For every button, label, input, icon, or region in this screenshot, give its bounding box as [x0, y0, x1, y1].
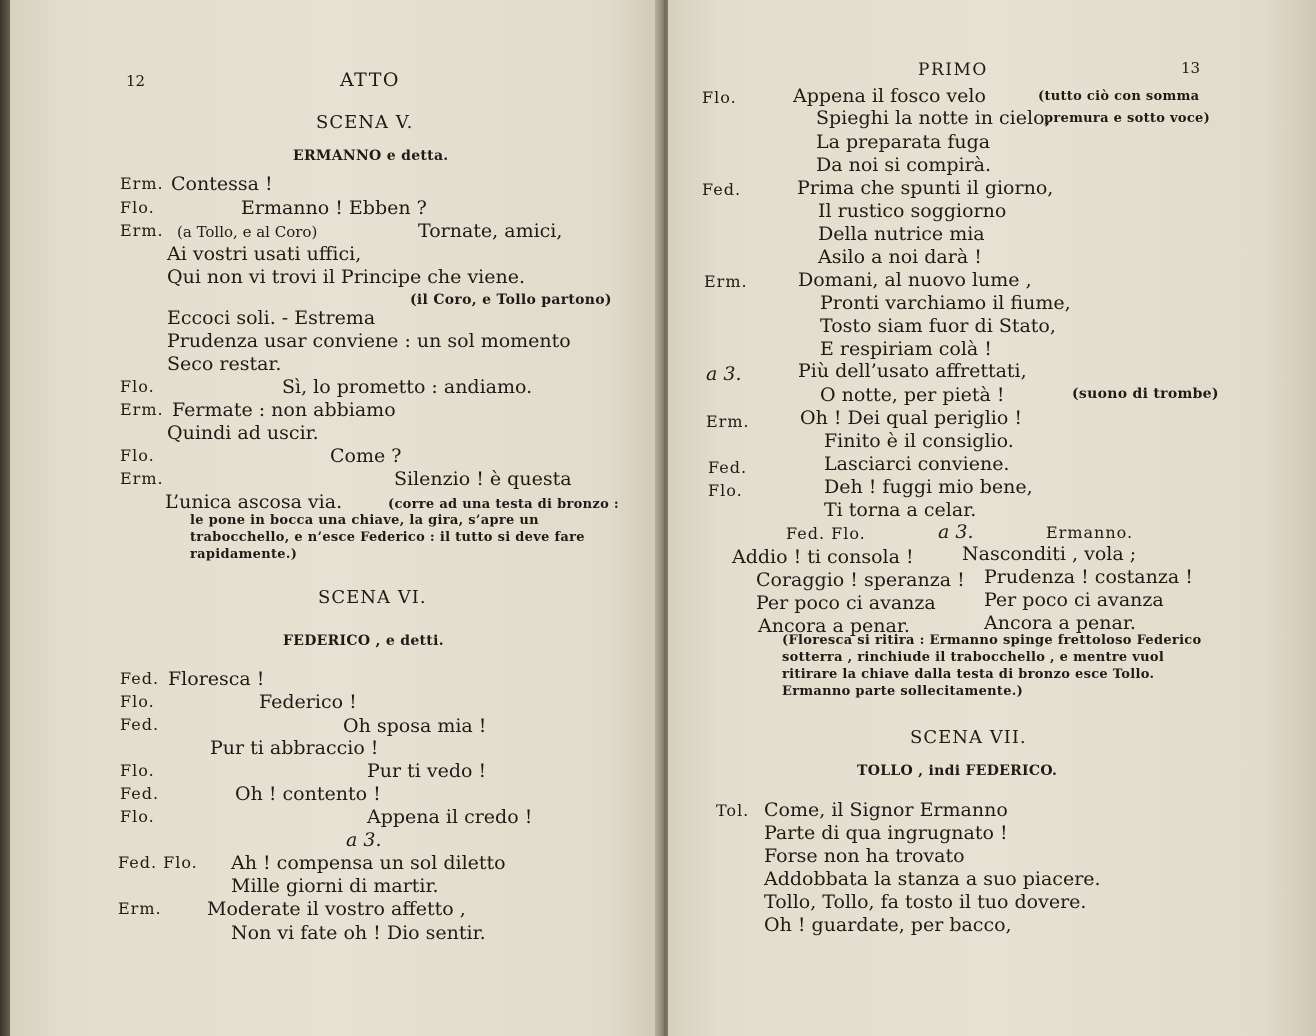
verse-line: Oh sposa mia ! — [343, 715, 487, 737]
speaker: Tol. — [716, 801, 750, 820]
verse-line: Ancora a penar. — [758, 615, 910, 637]
stage-direction: premura e sotto voce) — [1044, 111, 1211, 126]
verse-line: Non vi fate oh ! Dio sentir. — [231, 922, 486, 944]
scene-characters: FEDERICO , e detti. — [283, 633, 444, 649]
speaker: Erm. — [706, 412, 750, 431]
verse-line: La preparata fuga — [816, 131, 991, 153]
scene-title: SCENA V. — [316, 112, 414, 133]
verse-line: Spieghi la notte in cielo, — [816, 107, 1051, 129]
verse-line: Da noi si compirà. — [816, 154, 992, 176]
verse-line: Ah ! compensa un sol diletto — [231, 852, 506, 874]
verse-line: Eccoci soli. - Estrema — [167, 307, 376, 329]
verse-line: Il rustico soggiorno — [818, 200, 1007, 222]
verse-line: Appena il credo ! — [367, 806, 533, 828]
verse-line: Fermate : non abbiamo — [172, 399, 396, 421]
speaker: Flo. — [120, 446, 155, 465]
verse-line: Qui non vi trovi il Principe che viene. — [167, 266, 526, 288]
speaker: Flo. — [120, 692, 155, 711]
verse-line: Tornate, amici, — [418, 220, 563, 242]
scene-title: SCENA VII. — [910, 727, 1027, 748]
verse-line: O notte, per pietà ! — [820, 384, 1005, 406]
stage-direction: (suono di trombe) — [1072, 386, 1219, 402]
verse-line: Nasconditi , vola ; — [962, 543, 1137, 565]
verse-line: Mille giorni di martir. — [231, 875, 439, 897]
verse-line: Prudenza usar conviene : un sol momento — [167, 330, 571, 352]
verse-line: Domani, al nuovo lume , — [798, 269, 1032, 291]
verse-line: Federico ! — [259, 691, 357, 713]
column-head: a 3. — [938, 521, 974, 543]
verse-line: Floresca ! — [168, 668, 265, 690]
verse-line: Ermanno ! Ebben ? — [241, 197, 427, 219]
verse-line: Come, il Signor Ermanno — [764, 799, 1008, 821]
verse-line: Forse non ha trovato — [764, 845, 965, 867]
right-page — [668, 0, 1316, 1036]
verse-line: a 3. — [346, 829, 382, 851]
speaker: Fed. Flo. — [118, 853, 198, 872]
stage-direction: (tutto ciò con somma — [1038, 89, 1200, 104]
running-head: PRIMO — [918, 60, 988, 80]
verse-line: Ai vostri usati uffici, — [167, 243, 362, 265]
verse-line: Prudenza ! costanza ! — [984, 566, 1193, 588]
verse-line: Oh ! Dei qual periglio ! — [800, 407, 1022, 429]
verse-line: Asilo a noi darà ! — [818, 246, 982, 268]
verse-line: Sì, lo prometto : andiamo. — [282, 376, 533, 398]
column-head: Fed. Flo. — [786, 524, 866, 543]
scene-characters: TOLLO , indi FEDERICO. — [857, 763, 1058, 779]
scene-title: SCENA VI. — [318, 587, 427, 608]
stage-direction: (Floresca si ritira : Ermanno spinge frettoloso Federico sotterra , rinchiude il trabocchello , e mentre vuol ritirare la chiave dalla testa di bronzo esce Tollo. Ermanno parte sollecitamente.) — [782, 633, 1202, 699]
verse-line: Quindi ad uscir. — [167, 422, 319, 444]
speaker: Erm. — [118, 899, 162, 918]
stage-direction: (corre ad una testa di bronzo : — [388, 497, 619, 512]
verse-line: Addio ! ti consola ! — [732, 546, 914, 568]
stage-aside: (a Tollo, e al Coro) — [177, 223, 318, 241]
left-page — [10, 0, 662, 1036]
verse-line: Come ? — [330, 445, 402, 467]
verse-line: Pur ti abbraccio ! — [210, 737, 379, 759]
page-number: 13 — [1181, 59, 1201, 77]
verse-line: Tollo, Tollo, fa tosto il tuo dovere. — [764, 891, 1087, 913]
verse-line: Coraggio ! speranza ! — [756, 569, 965, 591]
verse-line: Finito è il consiglio. — [824, 430, 1014, 452]
verse-line: Addobbata la stanza a suo piacere. — [764, 868, 1101, 890]
speaker: Flo. — [702, 88, 737, 107]
scene-characters: ERMANNO e detta. — [293, 148, 449, 164]
verse-line: Prima che spunti il giorno, — [797, 177, 1054, 199]
column-head: Ermanno. — [1046, 523, 1134, 542]
speaker: Erm. — [704, 272, 748, 291]
verse-line: Per poco ci avanza — [756, 592, 936, 614]
verse-line: Pronti varchiamo il fiume, — [820, 292, 1071, 314]
verse-line: Tosto siam fuor di Stato, — [820, 315, 1056, 337]
verse-line: Appena il fosco velo — [793, 85, 986, 107]
stage-direction: (il Coro, e Tollo partono) — [410, 292, 612, 308]
speaker: Erm. — [120, 400, 164, 419]
speaker: Flo. — [708, 481, 743, 500]
running-head: ATTO — [340, 69, 400, 91]
verse-line: Oh ! contento ! — [235, 783, 381, 805]
verse-line: Contessa ! — [171, 173, 273, 195]
speaker: Fed. — [120, 669, 160, 688]
speaker: a 3. — [706, 363, 742, 385]
verse-line: L’unica ascosa via. — [165, 491, 343, 513]
speaker: Flo. — [120, 807, 155, 826]
verse-line: Seco restar. — [167, 353, 282, 375]
stage-direction: le pone in bocca una chiave, la gira, s’apre un trabocchello, e n’esce Federico : il tutto si deve fare rapidamente.) — [190, 513, 585, 562]
speaker: Fed. — [120, 715, 160, 734]
speaker: Flo. — [120, 761, 155, 780]
verse-line: Della nutrice mia — [818, 223, 985, 245]
verse-line: Più dell’usato affrettati, — [798, 360, 1027, 382]
speaker: Erm. — [120, 469, 164, 488]
verse-line: Ancora a penar. — [984, 612, 1136, 634]
speaker: Erm. — [120, 221, 164, 240]
speaker: Fed. — [708, 458, 748, 477]
verse-line: Pur ti vedo ! — [367, 760, 487, 782]
speaker: Erm. — [120, 174, 164, 193]
verse-line: Moderate il vostro affetto , — [207, 898, 466, 920]
speaker: Fed. — [702, 180, 742, 199]
verse-line: Ti torna a celar. — [824, 499, 977, 521]
verse-line: E respiriam colà ! — [820, 338, 992, 360]
verse-line: Silenzio ! è questa — [394, 468, 572, 490]
speaker: Flo. — [120, 198, 155, 217]
verse-line: Deh ! fuggi mio bene, — [824, 476, 1033, 498]
speaker: Fed. — [120, 784, 160, 803]
speaker: Flo. — [120, 377, 155, 396]
verse-line: Parte di qua ingrugnato ! — [764, 822, 1008, 844]
verse-line: Oh ! guardate, per bacco, — [764, 914, 1012, 936]
verse-line: Lasciarci conviene. — [824, 453, 1010, 475]
verse-line: Per poco ci avanza — [984, 589, 1164, 611]
page-number: 12 — [126, 72, 146, 90]
